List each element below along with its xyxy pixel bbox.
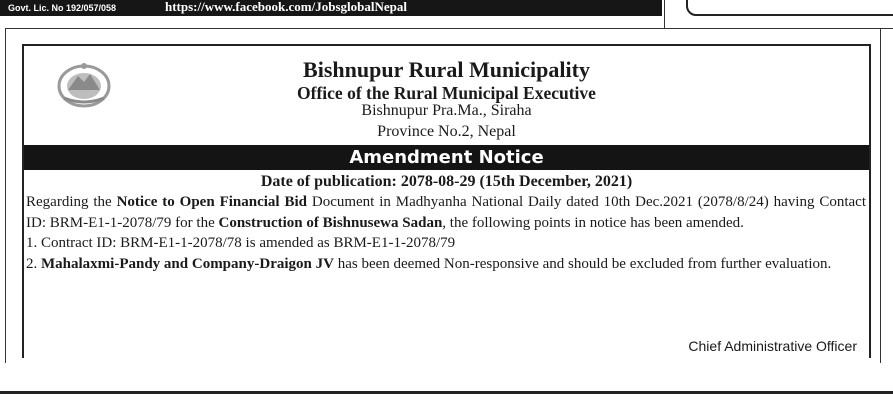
rounded-frame (686, 0, 893, 16)
signatory: Chief Administrative Officer (688, 338, 857, 354)
column-divider (664, 0, 665, 28)
bottom-rule (0, 391, 893, 394)
point-1: 1. Contract ID: BRM-E1-1-2078/78 is amended as BRM-E1-1-2078/79 (26, 235, 456, 251)
facebook-url[interactable]: https://www.facebook.com/JobsglobalNepal (165, 0, 407, 14)
amendment-notice (22, 44, 871, 358)
point-2: 2. Mahalaxmi-Pandy and Company-Draigon JV has been deemed Non-responsive and should be excluded from further evaluation. (26, 255, 832, 272)
page-rule-right (880, 28, 881, 363)
office-name: Office of the Rural Municipal Executive (297, 83, 596, 103)
province: Province No.2, Nepal (377, 123, 516, 140)
page-rule-left (5, 28, 6, 363)
intro-paragraph: Regarding the Notice to Open Financial Bid Document in Madhyanha National Daily dated 10th Dec.2021 (2078/8/24) having Contact ID: BRM-E1-1-2078/79 for the Construction of Bishnusewa Sadan, the following points in notice has been amended. (26, 194, 867, 231)
notice-title: Amendment Notice (24, 145, 869, 170)
publication-date: Date of publication: 2078-08-29 (15th December, 2021) (260, 173, 633, 190)
address: Bishnupur Pra.Ma., Siraha (361, 102, 532, 119)
page-rule-top (5, 28, 893, 29)
license-number: Govt. Lic. No 192/057/058 (8, 3, 117, 13)
municipality-name: Bishnupur Rural Municipality (303, 57, 590, 82)
header-bar (0, 0, 662, 16)
notice-body (26, 192, 866, 274)
